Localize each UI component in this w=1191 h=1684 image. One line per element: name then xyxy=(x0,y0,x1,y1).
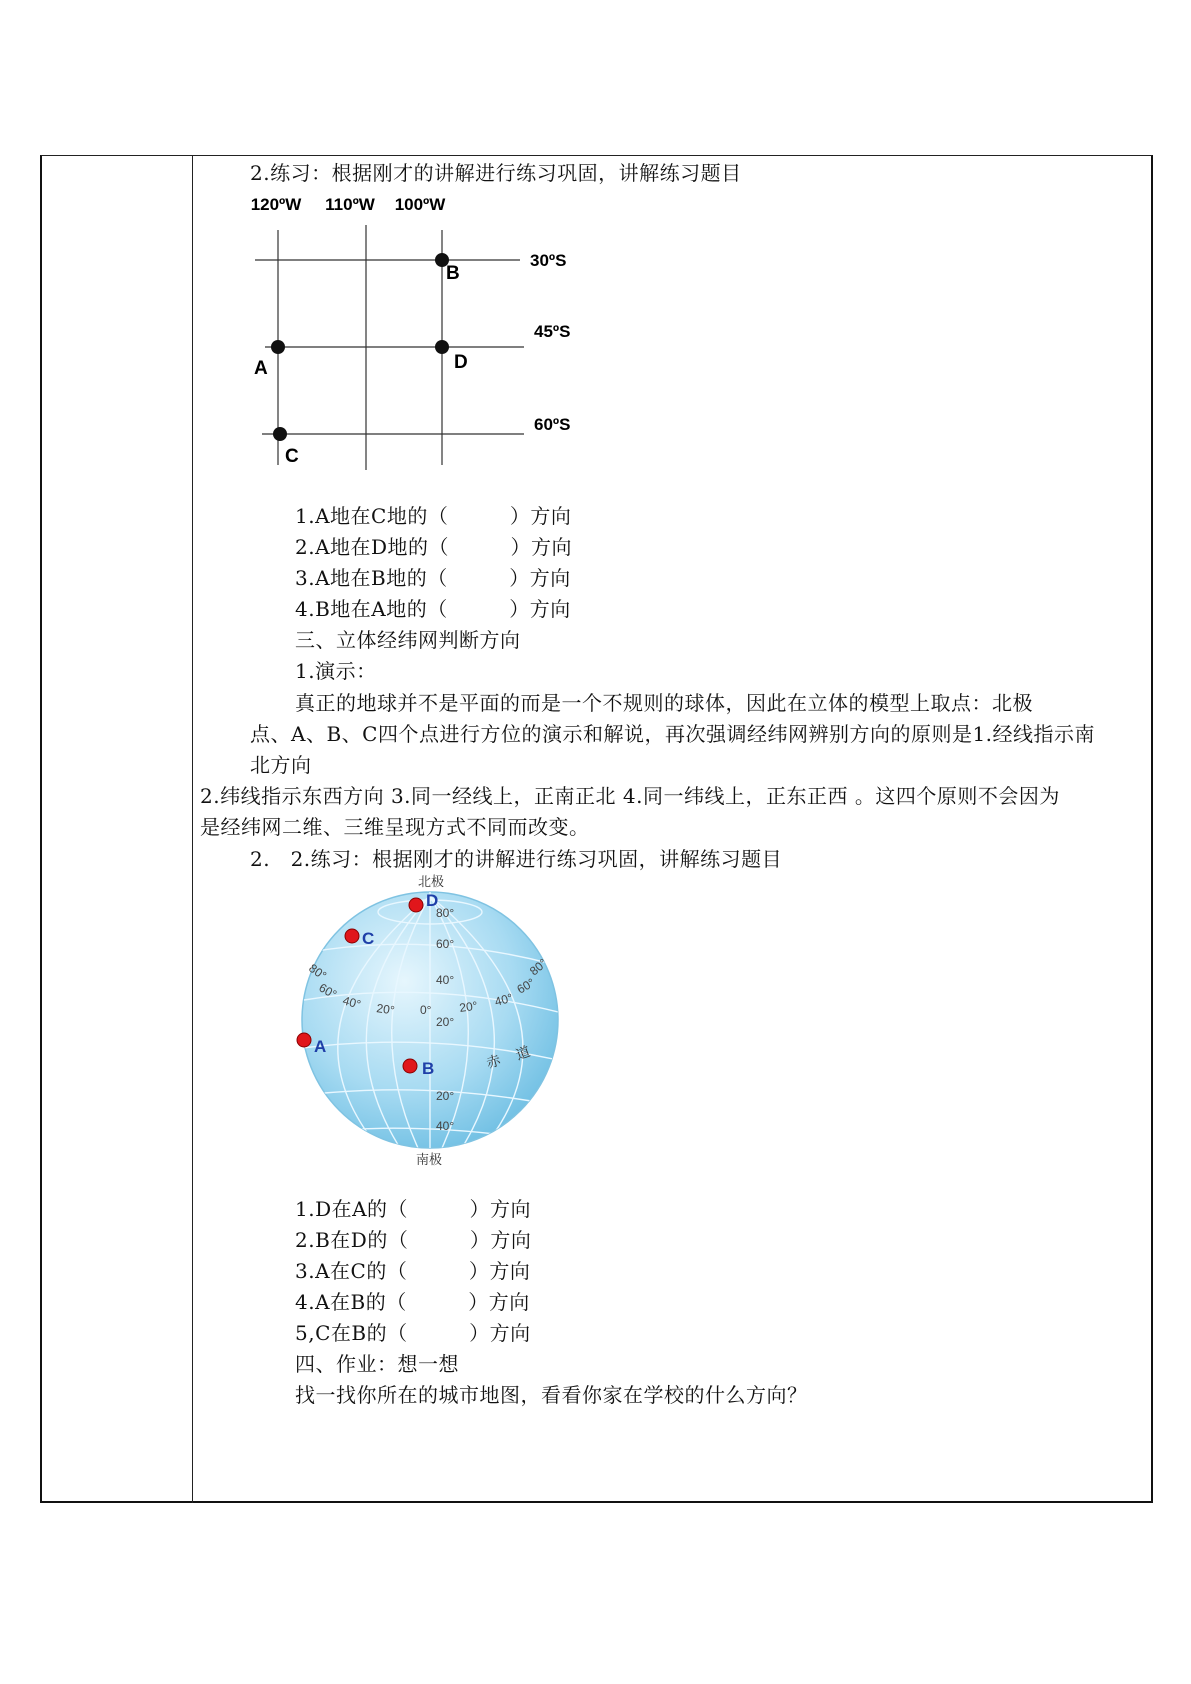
globe-question-5: 5,C在B的（ ）方向 xyxy=(295,1321,531,1345)
globe-question-4: 4.A在B的（ ）方向 xyxy=(295,1290,530,1314)
practice1-question-2: 2.A地在D地的（ ）方向 xyxy=(295,535,573,559)
equator-char-1: 赤 xyxy=(484,1051,503,1071)
globe-question-3: 3.A在C的（ ）方向 xyxy=(295,1259,531,1283)
demo-paragraph-line4: 2.纬线指示东西方向 3.同一经线上，正南正北 4.同一纬线上，正东正西 。这四个原则不会因为 xyxy=(200,784,1060,808)
lat-20n-label: 20° xyxy=(436,1015,455,1029)
grid-lines xyxy=(255,225,524,470)
lon-label-100w: 100ºW xyxy=(394,195,446,214)
lon-20e-label: 20° xyxy=(458,998,479,1015)
lat-label-60s: 60ºS xyxy=(534,415,571,434)
globe-point-a xyxy=(297,1033,311,1047)
practice2-heading: 2. 2.练习：根据刚才的讲解进行练习巩固，讲解练习题目 xyxy=(250,847,783,871)
point-a xyxy=(271,340,285,354)
globe-point-c xyxy=(345,929,359,943)
lat-20s-label: 20° xyxy=(436,1089,455,1103)
lon-60e-label: 60° xyxy=(514,975,538,997)
lon-label-110w: 110ºW xyxy=(325,195,375,214)
lat-40s-label: 40° xyxy=(436,1119,455,1133)
globe-point-b xyxy=(403,1059,417,1073)
lon-0-label: 0° xyxy=(420,1003,432,1017)
lat-40n-label: 40° xyxy=(436,973,455,987)
practice1-question-1: 1.A地在C地的（ ）方向 xyxy=(295,504,572,528)
homework-task: 找一找你所在的城市地图，看看你家在学校的什么方向？ xyxy=(295,1383,808,1407)
globe-question-2: 2.B在D的（ ）方向 xyxy=(295,1228,532,1252)
demo-paragraph-line2: 点、A、B、C四个点进行方位的演示和解说，再次强调经纬网辨别方向的原则是1.经线指示南 xyxy=(250,722,1096,746)
flat-grid-figure xyxy=(240,190,580,480)
practice1-question-4: 4.B地在A地的（ ）方向 xyxy=(295,597,571,621)
practice1-question-3: 3.A地在B地的（ ）方向 xyxy=(295,566,571,590)
point-c xyxy=(273,427,287,441)
demo-paragraph-line3: 北方向 xyxy=(250,753,312,777)
lat-label-45s: 45ºS xyxy=(534,322,571,341)
globe-label-a: A xyxy=(314,1037,327,1056)
practice1-heading: 2.练习：根据刚才的讲解进行练习巩固，讲解练习题目 xyxy=(250,161,742,185)
lon-80e-label: 80° xyxy=(526,955,550,979)
label-a: A xyxy=(254,358,268,379)
lon-20w-label: 20° xyxy=(375,1001,396,1018)
south-pole-label: 南极 xyxy=(416,1152,443,1167)
table-column-divider xyxy=(192,155,193,1503)
lon-label-120w: 120ºW xyxy=(250,195,302,214)
globe-point-d xyxy=(409,898,423,912)
demo-paragraph-line1: 真正的地球并不是平面的而是一个不规则的球体，因此在立体的模型上取点：北极 xyxy=(295,691,1033,715)
globe-question-1: 1.D在A的（ ）方向 xyxy=(295,1197,532,1221)
globe-figure xyxy=(290,872,570,1168)
globe-label-c: C xyxy=(362,929,375,948)
lon-80w-label: 80° xyxy=(306,960,330,983)
demo-label: 1.演示： xyxy=(295,659,377,683)
point-d xyxy=(435,340,449,354)
lat-80n-label: 80° xyxy=(436,906,455,920)
equator-char-2: 道 xyxy=(513,1042,533,1063)
north-pole-label: 北极 xyxy=(418,874,445,889)
lon-40w-label: 40° xyxy=(341,993,363,1012)
lon-40e-label: 40° xyxy=(493,990,515,1009)
globe-label-d: D xyxy=(426,891,439,910)
section4-heading: 四、作业：想一想 xyxy=(295,1352,459,1376)
globe-label-b: B xyxy=(422,1059,435,1078)
label-d: D xyxy=(454,352,468,373)
label-c: C xyxy=(285,446,299,467)
lon-60w-label: 60° xyxy=(316,980,340,1002)
demo-paragraph-line5: 是经纬网二维、三维呈现方式不同而改变。 xyxy=(200,815,590,839)
section3-heading: 三、立体经纬网判断方向 xyxy=(295,628,521,652)
lat-60n-label: 60° xyxy=(436,937,455,951)
lat-label-30s: 30ºS xyxy=(530,251,567,270)
label-b: B xyxy=(446,263,460,284)
